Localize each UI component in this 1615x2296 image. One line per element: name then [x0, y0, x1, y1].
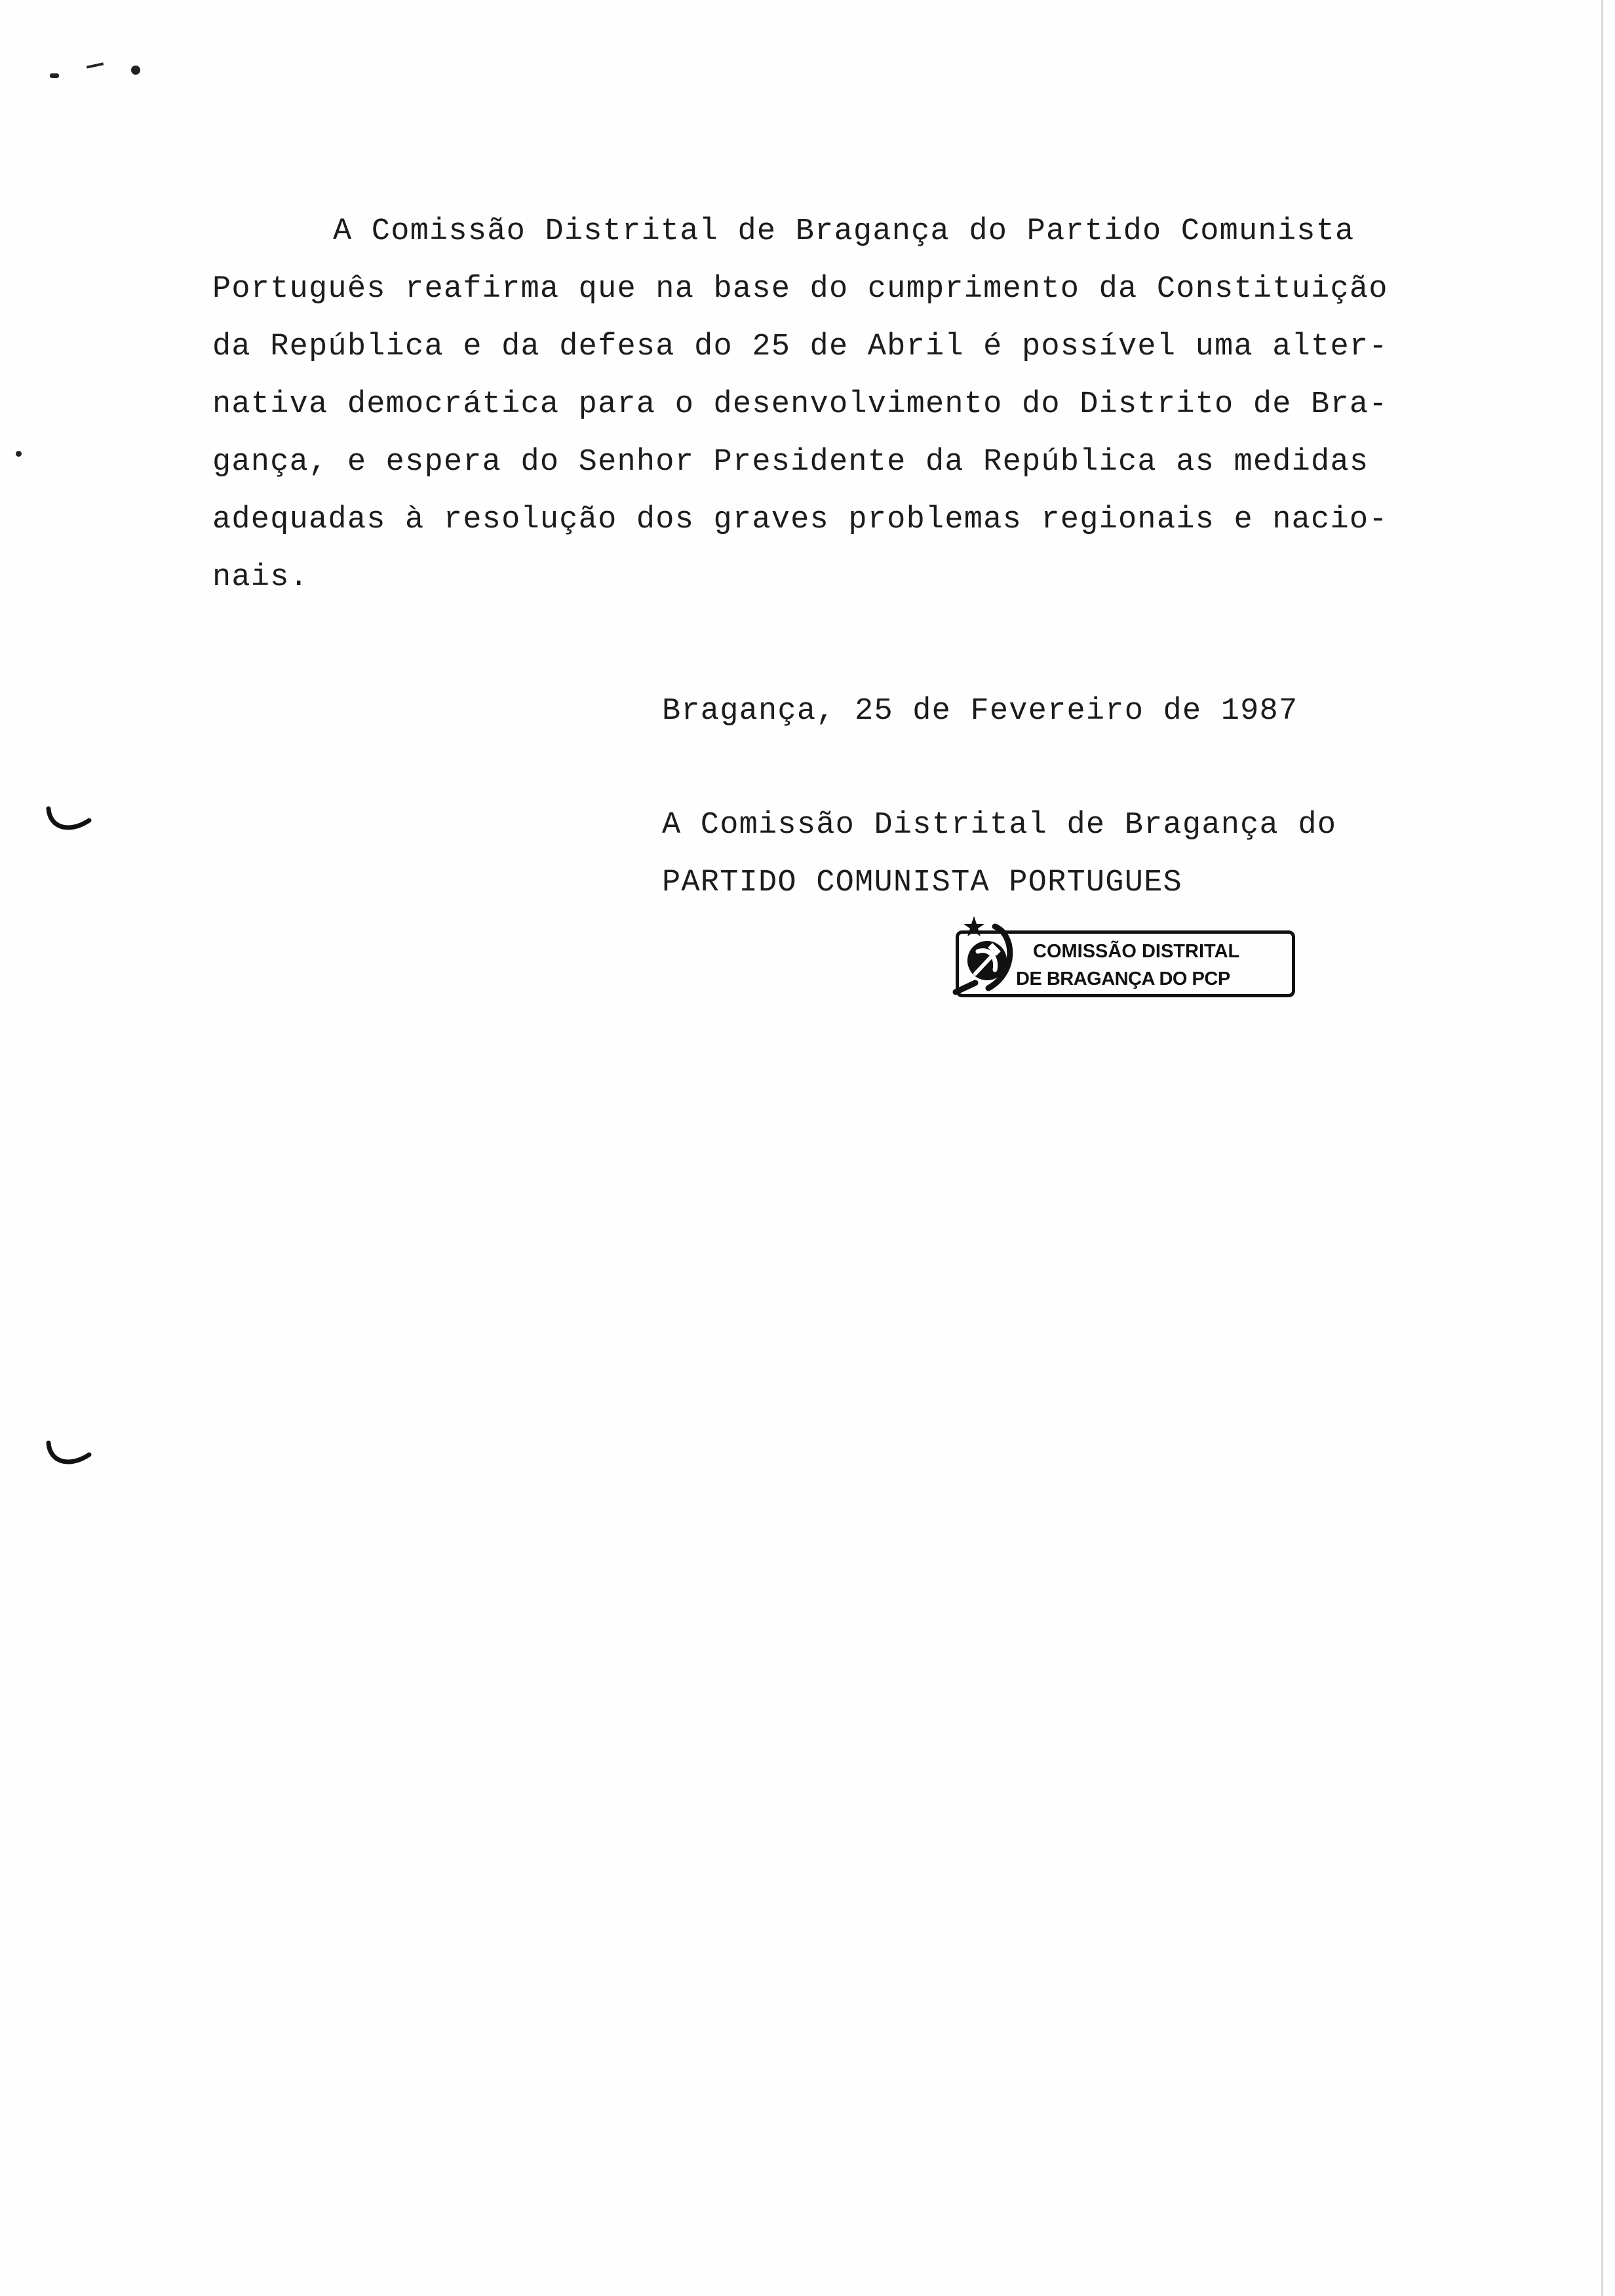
body-line: nativa democrática para o desenvolvimento do Distrito de Bra-	[212, 387, 1388, 422]
scan-speck	[50, 73, 59, 78]
body-line: adequadas à resolução dos graves problemas regionais e nacio-	[212, 503, 1388, 537]
body-line: gança, e espera do Senhor Presidente da República as medidas	[212, 445, 1369, 480]
stamp-text-line2: DE BRAGANÇA DO PCP	[1016, 968, 1230, 989]
punch-hole-mark-icon	[43, 805, 96, 844]
hammer-and-sickle-with-star-icon	[949, 915, 1021, 1000]
stamp-text-line1: COMISSÃO DISTRITAL	[1033, 941, 1240, 962]
place-date: Bragança, 25 de Fevereiro de 1987	[662, 694, 1298, 729]
scan-speck	[16, 451, 22, 457]
scan-edge-line	[1601, 0, 1603, 2296]
signature-line: A Comissão Distrital de Bragança do	[662, 808, 1337, 843]
signature-line: PARTIDO COMUNISTA PORTUGUES	[662, 866, 1182, 900]
scan-speck	[87, 62, 104, 68]
scan-speck	[131, 66, 140, 75]
official-stamp	[923, 912, 1300, 1007]
body-line: A Comissão Distrital de Bragança do Partido Comunista	[333, 214, 1355, 249]
body-line: Português reafirma que na base do cumprimento da Constituição	[212, 272, 1388, 307]
body-line: nais.	[212, 560, 309, 595]
punch-hole-mark-icon	[43, 1439, 96, 1478]
body-line: da República e da defesa do 25 de Abril é possível uma alter-	[212, 330, 1388, 364]
